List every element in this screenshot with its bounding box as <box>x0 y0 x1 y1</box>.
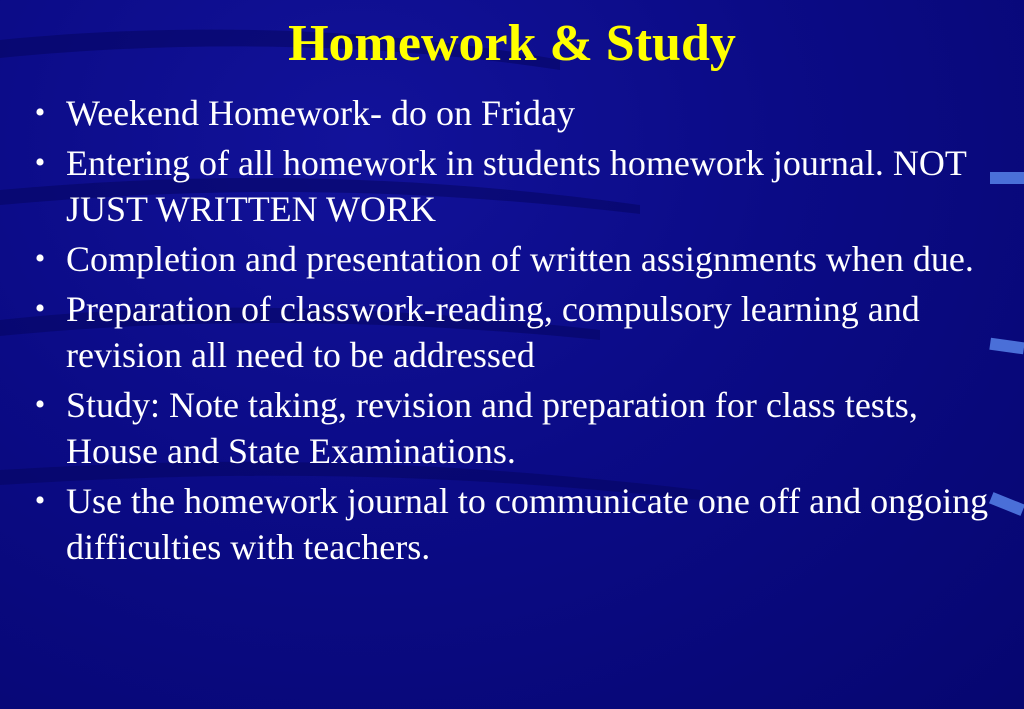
bullet-marker: • <box>34 388 46 421</box>
bullet-text: Weekend Homework- do on Friday <box>66 93 575 133</box>
bullet-text: Use the homework journal to communicate one off and ongoing difficulties with teachers. <box>66 481 989 567</box>
bullet-text: Preparation of classwork-reading, compulsory learning and revision all need to be addressed <box>66 289 920 375</box>
right-edge-ticks <box>989 172 1024 516</box>
bullet-marker: • <box>34 292 46 325</box>
list-item <box>30 286 990 378</box>
bullet-text: Completion and presentation of written assignments when due. <box>66 239 974 279</box>
slide-title: Homework & Study <box>288 15 736 72</box>
bullet-marker: • <box>34 484 46 517</box>
list-item <box>30 90 990 136</box>
bullet-list <box>30 90 990 574</box>
list-item <box>30 236 990 282</box>
bullet-marker: • <box>34 96 46 129</box>
bullet-marker: • <box>34 146 46 179</box>
list-item <box>30 140 990 232</box>
bullet-text: Entering of all homework in students homework journal. NOT JUST WRITTEN WORK <box>66 143 967 229</box>
bullet-marker: • <box>34 242 46 275</box>
list-item <box>30 478 990 570</box>
list-item <box>30 382 990 474</box>
bullet-text: Study: Note taking, revision and preparation for class tests, House and State Examinations. <box>66 385 918 471</box>
